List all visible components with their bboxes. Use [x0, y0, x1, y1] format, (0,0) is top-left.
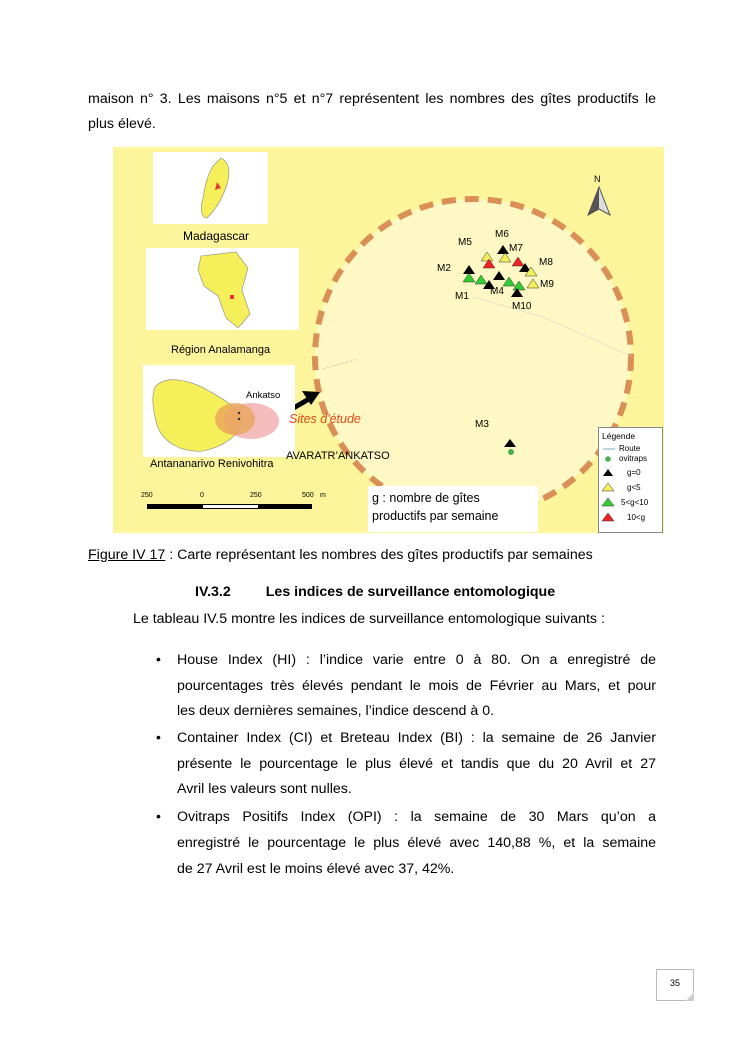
g-note-line-1: g : nombre de gîtes — [372, 491, 480, 505]
legend-route: Route — [619, 444, 641, 453]
north-arrow-icon — [588, 187, 610, 215]
bullet-icon: • — [156, 808, 161, 824]
ankatso-label: Ankatso — [246, 390, 281, 401]
scale-label: 0 — [200, 492, 204, 499]
legend-g10: 5<g<10 — [621, 498, 649, 507]
legend-g5: g<5 — [627, 483, 641, 492]
g-note-line-2: productifs par semaine — [372, 509, 499, 523]
bullet-3-line-2: enregistré le pourcentage le plus élevé avec 140,88 %, et la semaine — [177, 835, 656, 851]
g10plus-icon — [602, 513, 614, 521]
house-label: M2 — [437, 263, 451, 274]
scale-label: 500 — [302, 492, 314, 499]
page-number: 35 — [656, 969, 694, 1001]
house-label: M7 — [509, 243, 523, 254]
scale-label: 250 — [141, 492, 153, 499]
house-label: M10 — [512, 301, 532, 312]
legend-g0: g=0 — [627, 468, 641, 477]
g5-icon — [602, 483, 614, 491]
bullet-2-line-3: Avril les valeurs sont nulles. — [177, 781, 352, 797]
intro-line-2: plus élevé. — [88, 116, 156, 132]
madagascar-inset — [153, 152, 268, 224]
caption-label: Figure IV 17 — [88, 547, 166, 563]
ovitrap-icon — [605, 456, 611, 462]
madagascar-shape-icon — [153, 152, 268, 224]
section-title: Les indices de surveillance entomologique — [265, 584, 556, 600]
section-number: IV.3.2 — [195, 584, 231, 600]
house-label: M3 — [475, 419, 489, 430]
sites-label: Sites d'étude — [289, 412, 361, 426]
scale-label: 250 — [250, 492, 262, 499]
intro-paragraph: Le tableau IV.5 montre les indices de surveillance entomologique suivants : — [133, 611, 605, 627]
bullet-1-line-3: les deux dernières semaines, l’indice descend à 0. — [177, 703, 495, 719]
legend-g10plus: 10<g — [627, 513, 646, 522]
region-label: Région Analamanga — [171, 344, 271, 356]
legend-title: Légende — [602, 431, 636, 441]
legend — [598, 427, 663, 533]
study-area-circle — [315, 199, 631, 515]
ankatso-inset — [143, 365, 295, 457]
scale-bar-segment — [203, 505, 258, 508]
g0-icon — [603, 469, 613, 476]
madagascar-label: Madagascar — [183, 229, 250, 243]
house-label: M1 — [455, 291, 469, 302]
house-label: M6 — [495, 229, 509, 240]
north-label: N — [594, 174, 601, 184]
figure-caption — [88, 544, 593, 566]
house-label: M9 — [540, 279, 554, 290]
house-label: M5 — [458, 237, 472, 248]
caption-text: : Carte représentant les nombres des gîtes productifs par semaines — [165, 547, 593, 563]
map-figure — [113, 147, 664, 533]
region-inset — [146, 248, 299, 330]
region-shape-icon — [146, 248, 299, 330]
bullet-1-line-1: House Index (HI) : l’indice varie entre 0 à 80. On a enregistré de — [177, 652, 656, 668]
bullet-icon: • — [156, 651, 161, 667]
bullet-1-line-2: pourcentages très élevés pendant le mois de Février au Mars, et pour — [177, 678, 656, 694]
place-label: AVARATR’ANKATSO — [286, 450, 390, 462]
bullet-3-line-3: de 27 Avril est le moins élevé avec 37, 42%. — [177, 861, 455, 877]
legend-ovitraps: ovitraps — [619, 454, 648, 463]
g10-icon — [602, 498, 614, 506]
ankatso-shape-icon — [143, 365, 295, 457]
g-note-box — [368, 486, 538, 532]
bullet-3-line-1: Ovitraps Positifs Index (OPI) : la semaine de 30 Mars qu’on a — [177, 809, 656, 825]
bullet-2-line-1: Container Index (CI) et Breteau Index (BI) : la semaine de 26 Janvier — [177, 730, 656, 746]
scale-label: m — [320, 492, 326, 499]
bullet-2-line-2: présente le pourcentage le plus élevé et tandis que du 20 Avril et 27 — [177, 756, 656, 772]
house-label: M4 — [490, 286, 504, 297]
section-heading — [195, 584, 555, 600]
commune-label: Antananarivo Renivohitra — [150, 458, 274, 470]
house-label: M8 — [539, 257, 553, 268]
bullet-icon: • — [156, 729, 161, 745]
ovitrap-dot — [508, 449, 514, 455]
intro-line-1: maison n° 3. Les maisons n°5 et n°7 représentent les nombres des gîtes productifs le — [88, 91, 656, 107]
